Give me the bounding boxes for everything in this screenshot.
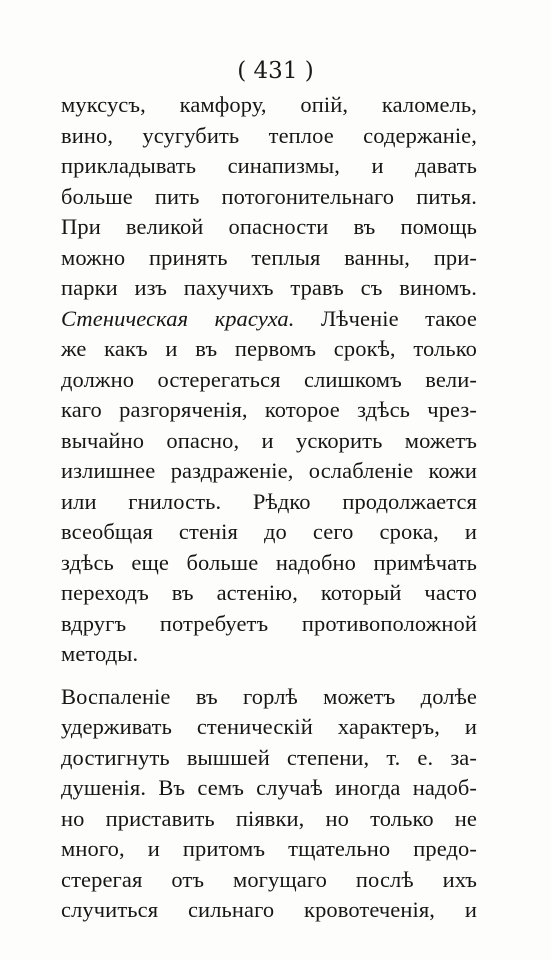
body-text xyxy=(61,90,477,926)
text-line: вычайно опасно, и ускорить можетъ xyxy=(61,427,477,453)
text-line: прикладывать синапизмы, и давать xyxy=(61,153,477,178)
text-line: же какъ и въ первомъ срокѣ, только xyxy=(61,336,477,361)
sthenic-first-line-rest: Лѣченіе такое xyxy=(320,305,477,331)
text-line: Воспаленіе въ горлѣ можетъ долѣе xyxy=(61,683,477,709)
text-line: должно остерегаться слишкомъ вели- xyxy=(61,366,477,392)
text-line: удерживать стеническій характеръ, и xyxy=(61,714,477,739)
text-line: душенія. Въ семъ случаѣ иногда надоб- xyxy=(61,775,477,800)
text-line: каго разгоряченія, которое здѣсь чрез- xyxy=(61,397,477,422)
sthenic-heading: Стеническая красуха. xyxy=(61,305,295,331)
text-line: много, и притомъ тщательно предо- xyxy=(61,836,477,861)
text-line: муксусъ, камфору, опій, каломель, xyxy=(61,92,477,117)
text-line: переходъ въ астенію, который часто xyxy=(61,580,477,605)
text-line: вино, усугубить теплое содержаніе, xyxy=(61,122,477,148)
text-line: всеобщая стенія до сего срока, и xyxy=(61,519,477,544)
text-line: излишнее раздраженіе, ослабленіе кожи xyxy=(61,458,477,483)
text-line: здѣсь еще больше надобно примѣчать xyxy=(61,549,477,575)
text-line: стерегая отъ могущаго послѣ ихъ xyxy=(61,866,477,892)
page-number: ( 431 ) xyxy=(237,58,314,84)
text-line: но приставить піявки, но только не xyxy=(61,805,477,831)
text-line: методы. xyxy=(61,641,139,666)
text-line: парки изъ пахучихъ травъ съ виномъ. xyxy=(61,275,477,300)
text-line: достигнуть вышшей степени, т. е. за- xyxy=(61,744,477,770)
text-line: или гнилость. Рѣдко продолжается xyxy=(61,488,477,514)
text-line: можно принять теплыя ванны, при- xyxy=(61,244,477,270)
text-line: вдругъ потребуетъ противоположной xyxy=(61,610,477,636)
text-line: больше пить потогонительнаго питья. xyxy=(61,183,477,209)
sthenic-section-first-line xyxy=(61,304,477,335)
text-line: При великой опасности въ помощь xyxy=(61,214,477,239)
text-line: случиться сильнаго кровотеченія, и xyxy=(61,897,477,922)
paragraph-gap xyxy=(61,670,477,682)
